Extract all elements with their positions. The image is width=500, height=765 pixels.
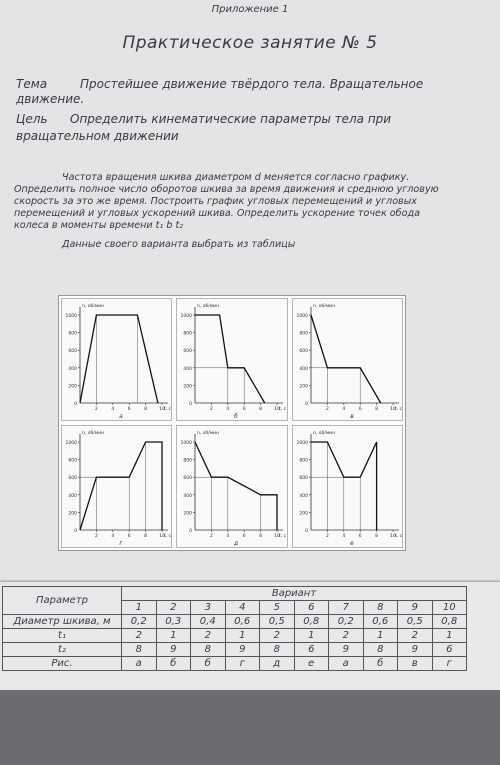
x-tick-label: 2 xyxy=(210,534,214,539)
origin-label: 0 xyxy=(189,529,193,534)
x-axis-label: t, с xyxy=(164,534,172,539)
table-cell: 8 xyxy=(122,643,157,657)
y-tick-label: 400 xyxy=(68,493,77,499)
y-tick-label: 400 xyxy=(183,366,193,372)
y-tick-label: 800 xyxy=(68,331,77,337)
table-cell: 8 xyxy=(363,643,398,657)
origin-label: 0 xyxy=(304,402,308,407)
table-cell: 9 xyxy=(156,643,191,657)
table-cell: 8 xyxy=(191,643,226,657)
table-cell: 9 xyxy=(398,643,433,657)
chart-a xyxy=(61,298,172,421)
x-tick-label: 6 xyxy=(127,407,131,412)
x-tick-label: 10 xyxy=(274,534,281,539)
x-tick-label: 4 xyxy=(342,534,345,539)
y-tick-label: 800 xyxy=(183,458,193,464)
table-cell: 2 xyxy=(260,629,295,643)
variant-number: 3 xyxy=(191,601,226,615)
row-name: Рис. xyxy=(3,657,122,671)
variant-number: 9 xyxy=(398,601,433,615)
x-tick-label: 8 xyxy=(374,534,378,539)
variant-number: 5 xyxy=(260,601,295,615)
table-cell: 0,8 xyxy=(432,615,467,629)
task-line-2: Определить полное число оборотов шкива за время движения и среднюю угловую xyxy=(14,184,439,195)
param-header: Параметр xyxy=(3,587,122,615)
table-cell: 2 xyxy=(329,629,364,643)
data-note: Данные своего варианта выбрать из таблицы xyxy=(62,239,296,250)
table-cell: 9 xyxy=(225,643,260,657)
y-tick-label: 600 xyxy=(183,349,193,355)
table-cell: 0,5 xyxy=(260,615,295,629)
x-axis-label: t, с xyxy=(279,534,287,539)
x-tick-label: 4 xyxy=(226,407,230,412)
x-tick-label: 4 xyxy=(111,407,115,412)
table-cell: 6 xyxy=(294,643,329,657)
x-tick-label: 4 xyxy=(111,534,115,539)
x-tick-label: 6 xyxy=(358,534,362,539)
origin-label: 0 xyxy=(74,529,77,534)
goal-label: Цель xyxy=(16,112,48,126)
table-cell: 1 xyxy=(363,629,398,643)
origin-label: 0 xyxy=(304,529,308,534)
x-tick-label: 2 xyxy=(325,534,329,539)
table-cell: а xyxy=(329,657,364,671)
topic-text-2: движение. xyxy=(16,92,85,106)
chart-caption: е xyxy=(349,540,354,547)
y-axis-label: n, об/мин xyxy=(197,304,220,309)
x-tick-label: 8 xyxy=(144,534,148,539)
x-tick-label: 10 xyxy=(159,534,165,539)
x-axis-label: t, с xyxy=(394,534,402,539)
y-axis-label: n, об/мин xyxy=(82,431,105,436)
chart-caption: в xyxy=(349,413,354,420)
table-header-row xyxy=(3,587,467,601)
y-tick-label: 200 xyxy=(183,384,193,390)
goal-text-2: вращательном движении xyxy=(16,129,179,143)
x-tick-label: 8 xyxy=(259,534,263,539)
x-axis-label: t, с xyxy=(279,407,287,412)
chart-e xyxy=(292,425,403,548)
variant-number: 2 xyxy=(156,601,191,615)
table-cell: 8 xyxy=(260,643,295,657)
table-cell: 1 xyxy=(156,629,191,643)
origin-label: 0 xyxy=(189,402,193,407)
task-line-4: перемещений и угловых ускорений шкива. Определить ускорение точек обода xyxy=(14,208,420,219)
y-tick-label: 1000 xyxy=(65,441,77,446)
task-line-3: скорость за это же время. Построить график угловых перемещений и угловых xyxy=(14,196,417,207)
x-axis-label: t, с xyxy=(164,407,172,412)
table-cell: 2 xyxy=(398,629,433,643)
chart-caption: д xyxy=(234,540,239,547)
y-tick-label: 400 xyxy=(299,493,308,499)
speed-curve xyxy=(195,442,277,530)
table-row xyxy=(3,615,467,629)
chart-caption: б xyxy=(234,413,239,420)
y-tick-label: 1000 xyxy=(180,441,193,446)
x-tick-label: 8 xyxy=(374,407,378,412)
y-tick-label: 400 xyxy=(183,493,193,499)
y-tick-label: 1000 xyxy=(296,441,308,446)
y-tick-label: 1000 xyxy=(180,314,193,319)
table-cell: 0,2 xyxy=(329,615,364,629)
y-axis-label: n, об/мин xyxy=(197,431,220,436)
y-tick-label: 600 xyxy=(299,349,308,355)
x-tick-label: 8 xyxy=(259,407,263,412)
table-cell: 0,6 xyxy=(225,615,260,629)
speed-curve xyxy=(311,315,381,403)
row-name: t₁ xyxy=(3,629,122,643)
y-tick-label: 800 xyxy=(299,331,308,337)
y-tick-label: 200 xyxy=(183,511,193,517)
speed-curve xyxy=(195,315,265,403)
table-cell: 1 xyxy=(294,629,329,643)
y-tick-label: 200 xyxy=(68,384,77,390)
x-tick-label: 2 xyxy=(94,407,98,412)
x-tick-label: 4 xyxy=(226,534,230,539)
table-cell: д xyxy=(260,657,295,671)
y-tick-label: 600 xyxy=(68,476,77,482)
variants-table xyxy=(2,586,467,671)
y-tick-label: 1000 xyxy=(65,314,77,319)
table-cell: б xyxy=(156,657,191,671)
variant-header: Вариант xyxy=(122,587,467,601)
table-cell: б xyxy=(191,657,226,671)
page-title: Практическое занятие № 5 xyxy=(122,33,378,53)
variant-number: 7 xyxy=(329,601,364,615)
x-tick-label: 10 xyxy=(159,407,165,412)
x-tick-label: 6 xyxy=(243,534,246,539)
y-axis-label: n, об/мин xyxy=(312,431,335,436)
y-tick-label: 200 xyxy=(299,511,308,517)
table-cell: а xyxy=(122,657,157,671)
x-tick-label: 6 xyxy=(127,534,131,539)
appendix-label: Приложение 1 xyxy=(211,4,289,15)
table-cell: г xyxy=(432,657,467,671)
table-cell: 6 xyxy=(432,643,467,657)
table-cell: 0,8 xyxy=(294,615,329,629)
table-cell: 2 xyxy=(122,629,157,643)
table-cell: 0,2 xyxy=(122,615,157,629)
x-tick-label: 2 xyxy=(94,534,98,539)
variant-number: 4 xyxy=(225,601,260,615)
table-cell: 0,6 xyxy=(363,615,398,629)
speed-curve xyxy=(80,315,158,403)
y-axis-label: n, об/мин xyxy=(82,304,105,309)
row-name: Диаметр шкива, м xyxy=(3,615,122,629)
x-tick-label: 4 xyxy=(342,407,345,412)
table-cell: 1 xyxy=(432,629,467,643)
speed-curve xyxy=(80,442,162,530)
table-cell: 0,5 xyxy=(398,615,433,629)
chart-caption: г xyxy=(119,540,123,547)
charts-grid xyxy=(58,295,406,551)
chart-b xyxy=(176,298,287,421)
x-axis-label: t, с xyxy=(394,407,402,412)
y-tick-label: 400 xyxy=(68,366,77,372)
task-line-1: Частота вращения шкива диаметром d меняется согласно графику. xyxy=(62,172,410,183)
row-name: t₂ xyxy=(3,643,122,657)
table-cell: 0,4 xyxy=(191,615,226,629)
y-tick-label: 600 xyxy=(299,476,308,482)
table-cell: е xyxy=(294,657,329,671)
y-tick-label: 800 xyxy=(183,331,193,337)
chart-d xyxy=(176,425,287,548)
x-tick-label: 8 xyxy=(144,407,148,412)
topic-text-1: Простейшее движение твёрдого тела. Вращательное xyxy=(80,77,424,91)
table-cell: г xyxy=(225,657,260,671)
y-tick-label: 1000 xyxy=(296,314,308,319)
variant-number: 10 xyxy=(432,601,467,615)
x-tick-label: 6 xyxy=(358,407,362,412)
y-tick-label: 800 xyxy=(299,458,308,464)
y-tick-label: 400 xyxy=(299,366,308,372)
x-tick-label: 6 xyxy=(243,407,246,412)
y-tick-label: 600 xyxy=(68,349,77,355)
y-tick-label: 200 xyxy=(299,384,308,390)
origin-label: 0 xyxy=(74,402,77,407)
x-tick-label: 10 xyxy=(389,534,396,539)
variant-number: 8 xyxy=(363,601,398,615)
task-line-5: колеса в моменты времени t₁ b t₂ xyxy=(14,220,184,231)
y-tick-label: 800 xyxy=(68,458,77,464)
x-tick-label: 2 xyxy=(325,407,329,412)
x-tick-label: 2 xyxy=(210,407,214,412)
y-tick-label: 200 xyxy=(68,511,77,517)
table-cell: 1 xyxy=(225,629,260,643)
chart-g xyxy=(61,425,172,548)
chart-v xyxy=(292,298,403,421)
table-row xyxy=(3,643,467,657)
table-cell: 9 xyxy=(329,643,364,657)
variant-number: 6 xyxy=(294,601,329,615)
table-cell: б xyxy=(363,657,398,671)
y-tick-label: 600 xyxy=(183,476,193,482)
table-cell: 2 xyxy=(191,629,226,643)
table-cell: 0,3 xyxy=(156,615,191,629)
table-cell: в xyxy=(398,657,433,671)
topic-label: Тема xyxy=(16,77,48,91)
table-row xyxy=(3,629,467,643)
chart-caption: а xyxy=(119,413,123,420)
variant-number: 1 xyxy=(122,601,157,615)
x-tick-label: 10 xyxy=(274,407,281,412)
table-row xyxy=(3,657,467,671)
x-tick-label: 10 xyxy=(389,407,396,412)
goal-text-1: Определить кинематические параметры тела при xyxy=(70,112,392,126)
y-axis-label: n, об/мин xyxy=(312,304,335,309)
